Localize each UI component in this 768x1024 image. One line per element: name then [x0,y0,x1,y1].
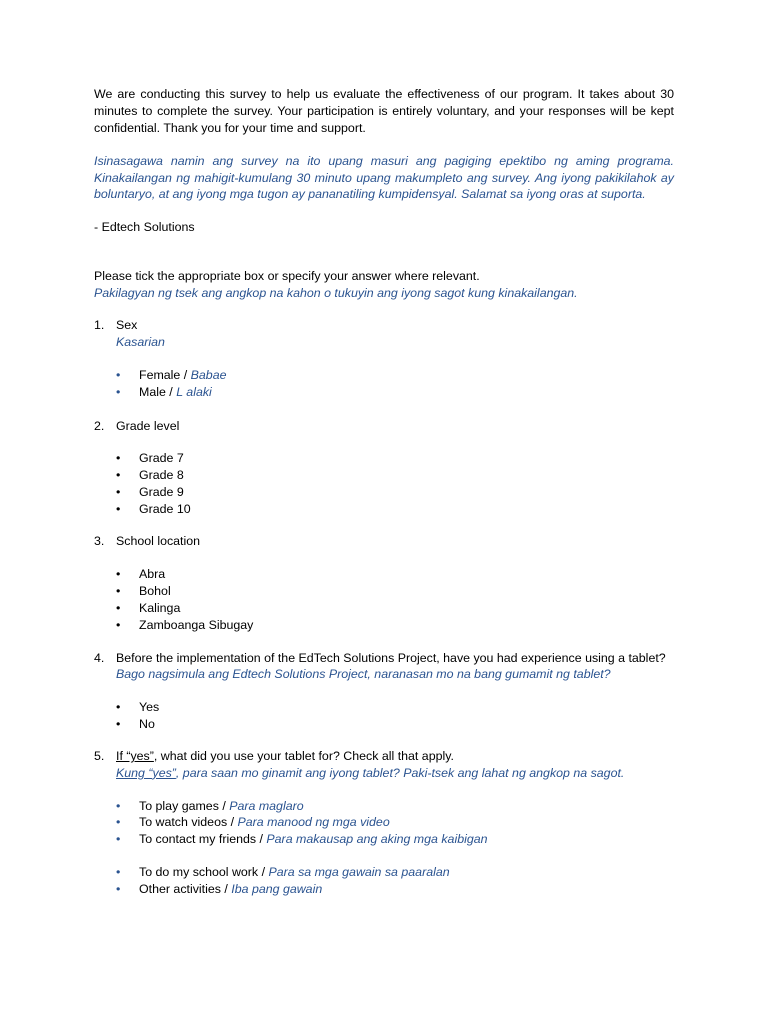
option-watch-videos[interactable]: • To watch videos / Para manood ng mga video [116,815,390,830]
question-translation: Kasarian [116,334,165,349]
bullet-icon: • [116,815,121,830]
option-abra[interactable]: • Abra [116,567,166,582]
option-kalinga[interactable]: • Kalinga [116,600,181,615]
question-number: 1. [94,317,105,332]
option-grade-9[interactable]: • Grade 9 [116,484,184,499]
option-male[interactable]: • Male / L alaki [116,384,212,399]
q4-options [94,699,674,733]
option-contact-friends[interactable]: • To contact my friends / Para makausap ang aking mga kaibigan [116,832,488,847]
question-number: 4. [94,650,105,665]
question-3 [94,533,674,550]
question-label: Sex [116,317,138,332]
bullet-icon: • [116,717,121,732]
signature: - Edtech Solutions [94,220,195,235]
option-grade-10[interactable]: • Grade 10 [116,501,191,516]
bullet-icon: • [116,567,121,582]
bullet-icon: • [116,832,121,847]
bullet-icon: • [116,584,121,599]
option-other-activities[interactable]: • Other activities / Iba pang gawain [116,881,323,896]
bullet-icon: • [116,700,121,715]
bullet-icon: • [116,451,121,466]
option-grade-7[interactable]: • Grade 7 [116,451,184,466]
question-label: If “yes”, what did you use your tablet for? Check all that apply. [116,749,454,764]
intro-english: We are conducting this survey to help us evaluate the effectiveness of our program. It takes about 30 minutes to complete the survey. Your participation is entirely voluntary, and your responses will be kept confidential. Thank you for your time and support. [94,87,674,135]
question-label: School location [116,533,201,548]
instructions-english: Please tick the appropriate box or specify your answer where relevant. [94,269,480,284]
q3-options [94,566,674,633]
q2-options [94,450,674,517]
q5-options [94,798,674,848]
bullet-icon: • [116,384,121,399]
bullet-icon: • [116,798,121,813]
question-translation: Bago nagsimula ang Edtech Solutions Project, naranasan mo na bang gumamit ng tablet? [116,667,611,682]
bullet-icon: • [116,881,121,896]
question-translation: Kung “yes”, para saan mo ginamit ang iyong tablet? Paki-tsek ang lahat ng angkop na sagot. [116,765,625,780]
question-label: Before the implementation of the EdTech Solutions Project, have you had experience using a tablet? [116,650,666,665]
bullet-icon: • [116,865,121,880]
option-play-games[interactable]: • To play games / Para maglaro [116,798,304,813]
option-grade-8[interactable]: • Grade 8 [116,468,184,483]
question-5 [94,748,674,782]
question-number: 2. [94,418,105,433]
bullet-icon: • [116,484,121,499]
question-1 [94,317,674,351]
instructions-filipino: Pakilagyan ng tsek ang angkop na kahon o tukuyin ang iyong sagot kung kinakailangan. [94,286,578,301]
option-zamboanga-sibugay[interactable]: • Zamboanga Sibugay [116,617,254,632]
question-number: 3. [94,533,105,548]
intro-filipino: Isinasagawa namin ang survey na ito upang masuri ang pagiging epektibo ng aming programa. Kinakailangan ng mahigit-kumulang 30 minuto upang makumpleto ang survey. Ang iyong pakikilahok ay boluntaryo, at ang iyong mga tugon ay pananatiling kumpidensyal. Salamat sa iyong oras at suporta. [94,153,674,202]
survey-page [94,86,674,898]
option-bohol[interactable]: • Bohol [116,584,171,599]
bullet-icon: • [116,600,121,615]
bullet-icon: • [116,617,121,632]
q5-options-continued [94,864,674,898]
option-female[interactable]: • Female / Babae [116,367,227,382]
question-label: Grade level [116,418,180,433]
option-school-work[interactable]: • To do my school work / Para sa mga gawain sa paaralan [116,865,450,880]
bullet-icon: • [116,367,121,382]
q1-options [94,367,674,401]
bullet-icon: • [116,468,121,483]
question-number: 5. [94,749,105,764]
question-4 [94,650,674,684]
option-yes[interactable]: • Yes [116,700,160,715]
bullet-icon: • [116,501,121,516]
question-2 [94,418,674,435]
option-no[interactable]: • No [116,717,155,732]
